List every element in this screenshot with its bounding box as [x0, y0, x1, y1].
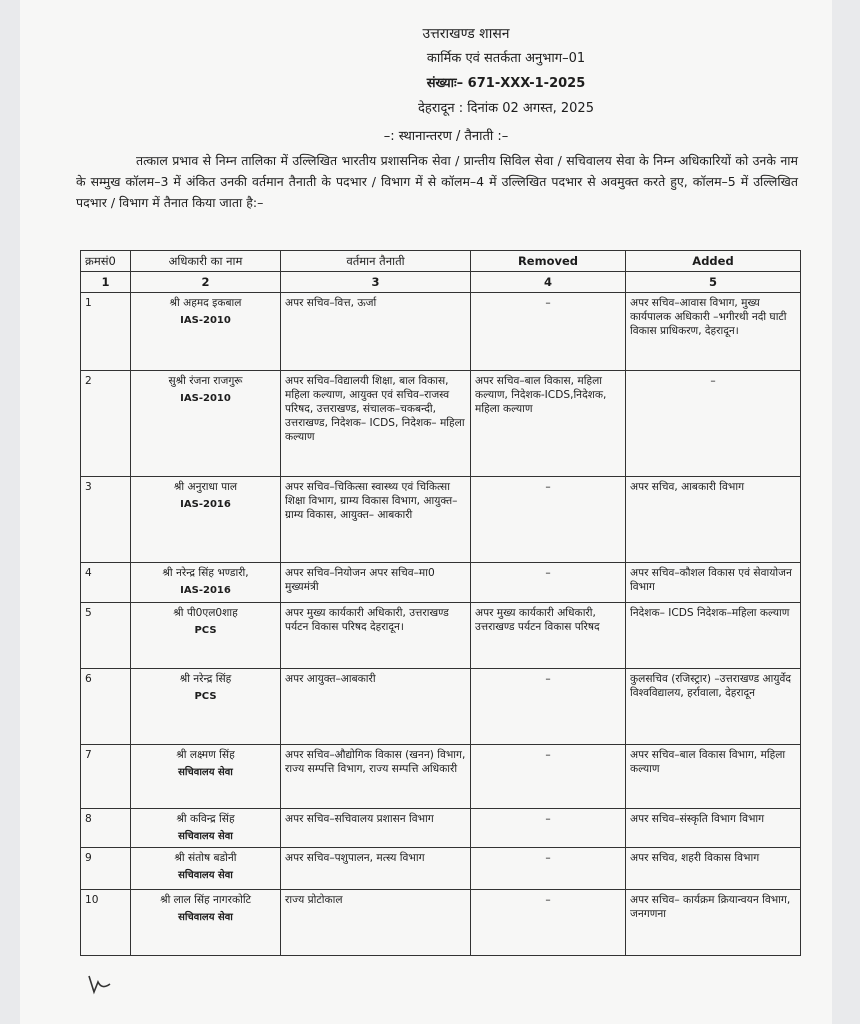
officer-cell — [131, 371, 281, 477]
row-sno: 1 — [81, 293, 131, 371]
officer-cell — [131, 603, 281, 669]
document-page — [20, 0, 832, 1024]
officer-cell — [131, 477, 281, 563]
officer-cell — [131, 848, 281, 890]
removed-posting: – — [471, 477, 626, 563]
row-sno: 6 — [81, 669, 131, 745]
current-posting: अपर आयुक्त–आबकारी — [281, 669, 471, 745]
added-posting: अपर सचिव–कौशल विकास एवं सेवायोजन विभाग — [626, 563, 801, 603]
header-removed: Removed — [471, 251, 626, 272]
current-posting: अपर मुख्य कार्यकारी अधिकारी, उत्तराखण्ड पर्यटन विकास परिषद देहरादून। — [281, 603, 471, 669]
department-section: कार्मिक एवं सतर्कता अनुभाग–01 — [426, 51, 586, 66]
officer-service: IAS-2016 — [180, 585, 231, 596]
officer-name: श्री संतोष बडोनी — [174, 852, 237, 864]
officer-service: सचिवालय सेवा — [178, 767, 233, 778]
officer-name: श्री लाल सिंह नागरकोटि — [160, 894, 251, 906]
officer-cell — [131, 809, 281, 848]
current-posting: अपर सचिव–नियोजन अपर सचिव–मा0 मुख्यमंत्री — [281, 563, 471, 603]
col-number-1: 1 — [81, 272, 131, 293]
removed-posting: – — [471, 890, 626, 956]
table-row — [81, 563, 801, 603]
current-posting: अपर सचिव–विद्यालयी शिक्षा, बाल विकास, महिला कल्याण, आयुक्त एवं सचिव–राजस्व परिषद, उत्तराखण्ड, संचालक–चकबन्दी, उत्तराखण्ड, निदेशक– ICDS, निदेशक– महिला कल्याण — [281, 371, 471, 477]
current-posting: अपर सचिव–चिकित्सा स्वास्थ्य एवं चिकित्सा शिक्षा विभाग, ग्राम्य विकास विभाग, आयुक्त– ग्राम्य विकास, आयुक्त– आबकारी — [281, 477, 471, 563]
table-row — [81, 669, 801, 745]
officer-name: श्री अहमद इकबाल — [169, 297, 242, 309]
order-number: संख्याः– 671-XXX-1-2025 — [426, 76, 586, 91]
added-posting: – — [626, 371, 801, 477]
row-sno: 9 — [81, 848, 131, 890]
officer-service: PCS — [194, 691, 217, 702]
col-number-4: 4 — [471, 272, 626, 293]
current-posting: अपर सचिव–औद्योगिक विकास (खनन) विभाग, राज्य सम्पत्ति विभाग, राज्य सम्पत्ति अधिकारी — [281, 745, 471, 809]
officer-name: श्री कविन्द्र सिंह — [176, 813, 235, 825]
current-posting: अपर सचिव–सचिवालय प्रशासन विभाग — [281, 809, 471, 848]
removed-posting: – — [471, 563, 626, 603]
header-sno: क्रमसं0 — [81, 251, 131, 272]
removed-posting: अपर सचिव–बाल विकास, महिला कल्याण, निदेशक-ICDS,निदेशक, महिला कल्याण — [471, 371, 626, 477]
officer-service: PCS — [194, 625, 217, 636]
officer-name: श्री नरेन्द्र सिंह भण्डारी, — [162, 567, 249, 579]
signature-mark — [86, 972, 116, 996]
table-row — [81, 603, 801, 669]
officer-name: श्री नरेन्द्र सिंह — [179, 673, 232, 685]
removed-posting: – — [471, 293, 626, 371]
officer-service: IAS-2010 — [180, 315, 231, 326]
order-date: देहरादून : दिनांक 02 अगस्त, 2025 — [418, 101, 594, 116]
col-number-5: 5 — [626, 272, 801, 293]
removed-posting: अपर मुख्य कार्यकारी अधिकारी, उत्तराखण्ड पर्यटन विकास परिषद — [471, 603, 626, 669]
row-sno: 2 — [81, 371, 131, 477]
officer-cell — [131, 890, 281, 956]
col-number-3: 3 — [281, 272, 471, 293]
row-sno: 7 — [81, 745, 131, 809]
added-posting: निदेशक– ICDS निदेशक–महिला कल्याण — [626, 603, 801, 669]
row-sno: 4 — [81, 563, 131, 603]
officer-name: श्री लक्ष्मण सिंह — [176, 749, 235, 761]
intro-paragraph: तत्काल प्रभाव से निम्न तालिका में उल्लिखित भारतीय प्रशासनिक सेवा / प्रान्तीय सिविल सेवा / सचिवालय सेवा के निम्न अधिकारियों को उनके नाम के सम्मुख कॉलम–3 में अंकित उनकी वर्तमान तैनाती के पदभार / विभाग में से कॉलम–4 में उल्लिखित पदभार से अवमुक्त करते हुए, कॉलम–5 में उल्लिखित पदभार / विभाग में तैनात किया जाता है:– — [76, 153, 798, 210]
table-header-row — [81, 251, 801, 272]
order-subject: –: स्थानान्तरण / तैनाती :– — [383, 129, 509, 144]
table-row — [81, 745, 801, 809]
officer-service: IAS-2016 — [180, 499, 231, 510]
table-row — [81, 848, 801, 890]
row-sno: 5 — [81, 603, 131, 669]
current-posting: अपर सचिव–पशुपालन, मत्स्य विभाग — [281, 848, 471, 890]
removed-posting: – — [471, 669, 626, 745]
added-posting: अपर सचिव–संस्कृति विभाग विभाग — [626, 809, 801, 848]
transfer-table — [80, 250, 801, 956]
removed-posting: – — [471, 745, 626, 809]
added-posting: अपर सचिव, आबकारी विभाग — [626, 477, 801, 563]
current-posting: अपर सचिव–वित्त, ऊर्जा — [281, 293, 471, 371]
row-sno: 10 — [81, 890, 131, 956]
header-added: Added — [626, 251, 801, 272]
table-row — [81, 890, 801, 956]
officer-cell — [131, 293, 281, 371]
officer-name: श्री अनुराधा पाल — [173, 481, 238, 493]
row-sno: 8 — [81, 809, 131, 848]
header-name: अधिकारी का नाम — [131, 251, 281, 272]
added-posting: अपर सचिव, शहरी विकास विभाग — [626, 848, 801, 890]
current-posting: राज्य प्रोटोकाल — [281, 890, 471, 956]
table-row — [81, 371, 801, 477]
header-current: वर्तमान तैनाती — [281, 251, 471, 272]
added-posting: अपर सचिव–बाल विकास विभाग, महिला कल्याण — [626, 745, 801, 809]
officer-service: सचिवालय सेवा — [178, 912, 233, 923]
officer-cell — [131, 669, 281, 745]
added-posting: कुलसचिव (रजिस्ट्रार) –उत्तराखण्ड आयुर्वेद विश्वविद्यालय, हर्रावाला, देहरादून — [626, 669, 801, 745]
officer-cell — [131, 563, 281, 603]
row-sno: 3 — [81, 477, 131, 563]
issuing-authority: उत्तराखण्ड शासन — [422, 26, 510, 42]
officer-cell — [131, 745, 281, 809]
officer-service: सचिवालय सेवा — [178, 870, 233, 881]
added-posting: अपर सचिव–आवास विभाग, मुख्य कार्यपालक अधिकारी –भगीरथी नदी घाटी विकास प्राधिकरण, देहरादून। — [626, 293, 801, 371]
table-row — [81, 293, 801, 371]
officer-service: IAS-2010 — [180, 393, 231, 404]
column-number-row — [81, 272, 801, 293]
removed-posting: – — [471, 809, 626, 848]
officer-name: श्री पी0एल0शाह — [173, 607, 238, 619]
col-number-2: 2 — [131, 272, 281, 293]
added-posting: अपर सचिव– कार्यक्रम क्रियान्वयन विभाग, जनगणना — [626, 890, 801, 956]
table-row — [81, 477, 801, 563]
officer-name: सुश्री रंजना राजगुरू — [168, 375, 243, 387]
removed-posting: – — [471, 848, 626, 890]
table-row — [81, 809, 801, 848]
officer-service: सचिवालय सेवा — [178, 831, 233, 842]
